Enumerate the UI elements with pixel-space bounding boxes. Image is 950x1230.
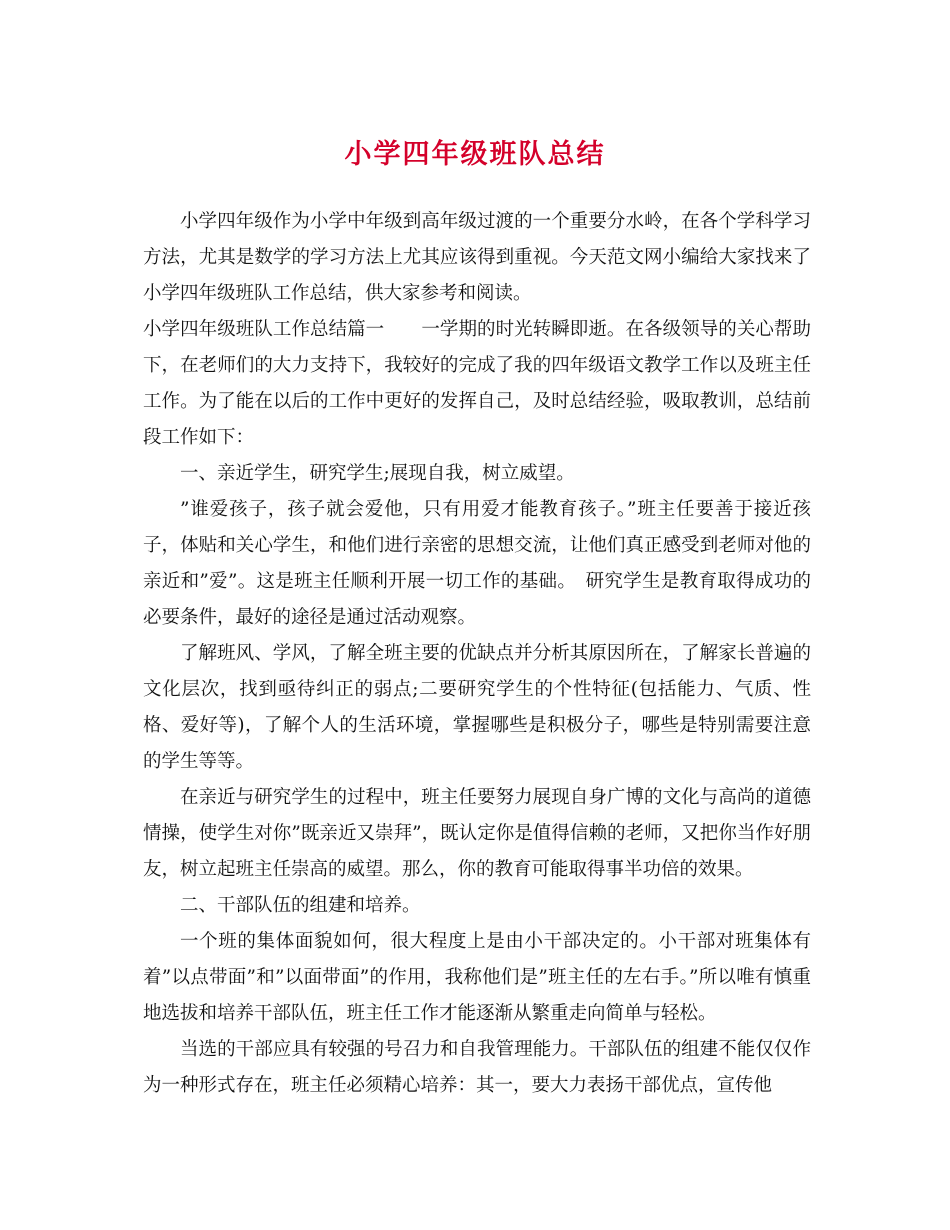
paragraph-summary-part-one: 小学四年级班队工作总结篇一 一学期的时光转瞬即逝。在各级领导的关心帮助下，在老师们的大力支持下，我较好的完成了我的四年级语文教学工作以及班主任工作。为了能在以后的工作中更好的发挥自己，及时总结经验，吸取教训，总结前段工作如下： bbox=[143, 319, 811, 448]
document-body bbox=[143, 204, 811, 1104]
section-heading-1: 一、亲近学生，研究学生;展现自我，树立威望。 bbox=[180, 463, 575, 484]
paragraph-teacher-prestige: 在亲近与研究学生的过程中，班主任要努力展现自身广博的文化与高尚的道德情操，使学生对你”既亲近又崇拜”，既认定你是值得信赖的老师，又把你当作好朋友，树立起班主任崇高的威望。那么，你的教育可能取得事半功倍的效果。 bbox=[143, 787, 811, 880]
document-title: 小学四年级班队总结 bbox=[344, 139, 606, 170]
paragraph-understand-class: 了解班风、学风，了解全班主要的优缺点并分析其原因所在，了解家长普遍的文化层次，找到亟待纠正的弱点;二要研究学生的个性特征(包括能力、气质、性格、爱好等)，了解个人的生活环境，掌握哪些是积极分子，哪些是特别需要注意的学生等等。 bbox=[143, 643, 811, 772]
paragraph-love-students: ”谁爱孩子，孩子就会爱他，只有用爱才能教育孩子。”班主任要善于接近孩子，体贴和关心学生，和他们进行亲密的思想交流，让他们真正感受到老师对他的亲近和”爱”。这是班主任顺利开展一切工作的基础。 研究学生是教育取得成功的必要条件，最好的途径是通过活动观察。 bbox=[143, 499, 811, 628]
section-heading-2: 二、干部队伍的组建和培养。 bbox=[180, 895, 421, 916]
paragraph-intro: 小学四年级作为小学中年级到高年级过渡的一个重要分水岭，在各个学科学习方法，尤其是数学的学习方法上尤其应该得到重视。今天范文网小编给大家找来了小学四年级班队工作总结，供大家参考和阅读。 bbox=[143, 211, 811, 304]
paragraph-class-cadres: 一个班的集体面貌如何，很大程度上是由小干部决定的。小干部对班集体有着”以点带面”和”以面带面”的作用，我称他们是”班主任的左右手。”所以唯有慎重地选拔和培养干部队伍，班主任工作才能逐渐从繁重走向简单与轻松。 bbox=[143, 931, 811, 1024]
paragraph-cadre-training: 当选的干部应具有较强的号召力和自我管理能力。干部队伍的组建不能仅仅作为一种形式存在，班主任必须精心培养：其一，要大力表扬干部优点，宣传他 bbox=[143, 1039, 811, 1096]
